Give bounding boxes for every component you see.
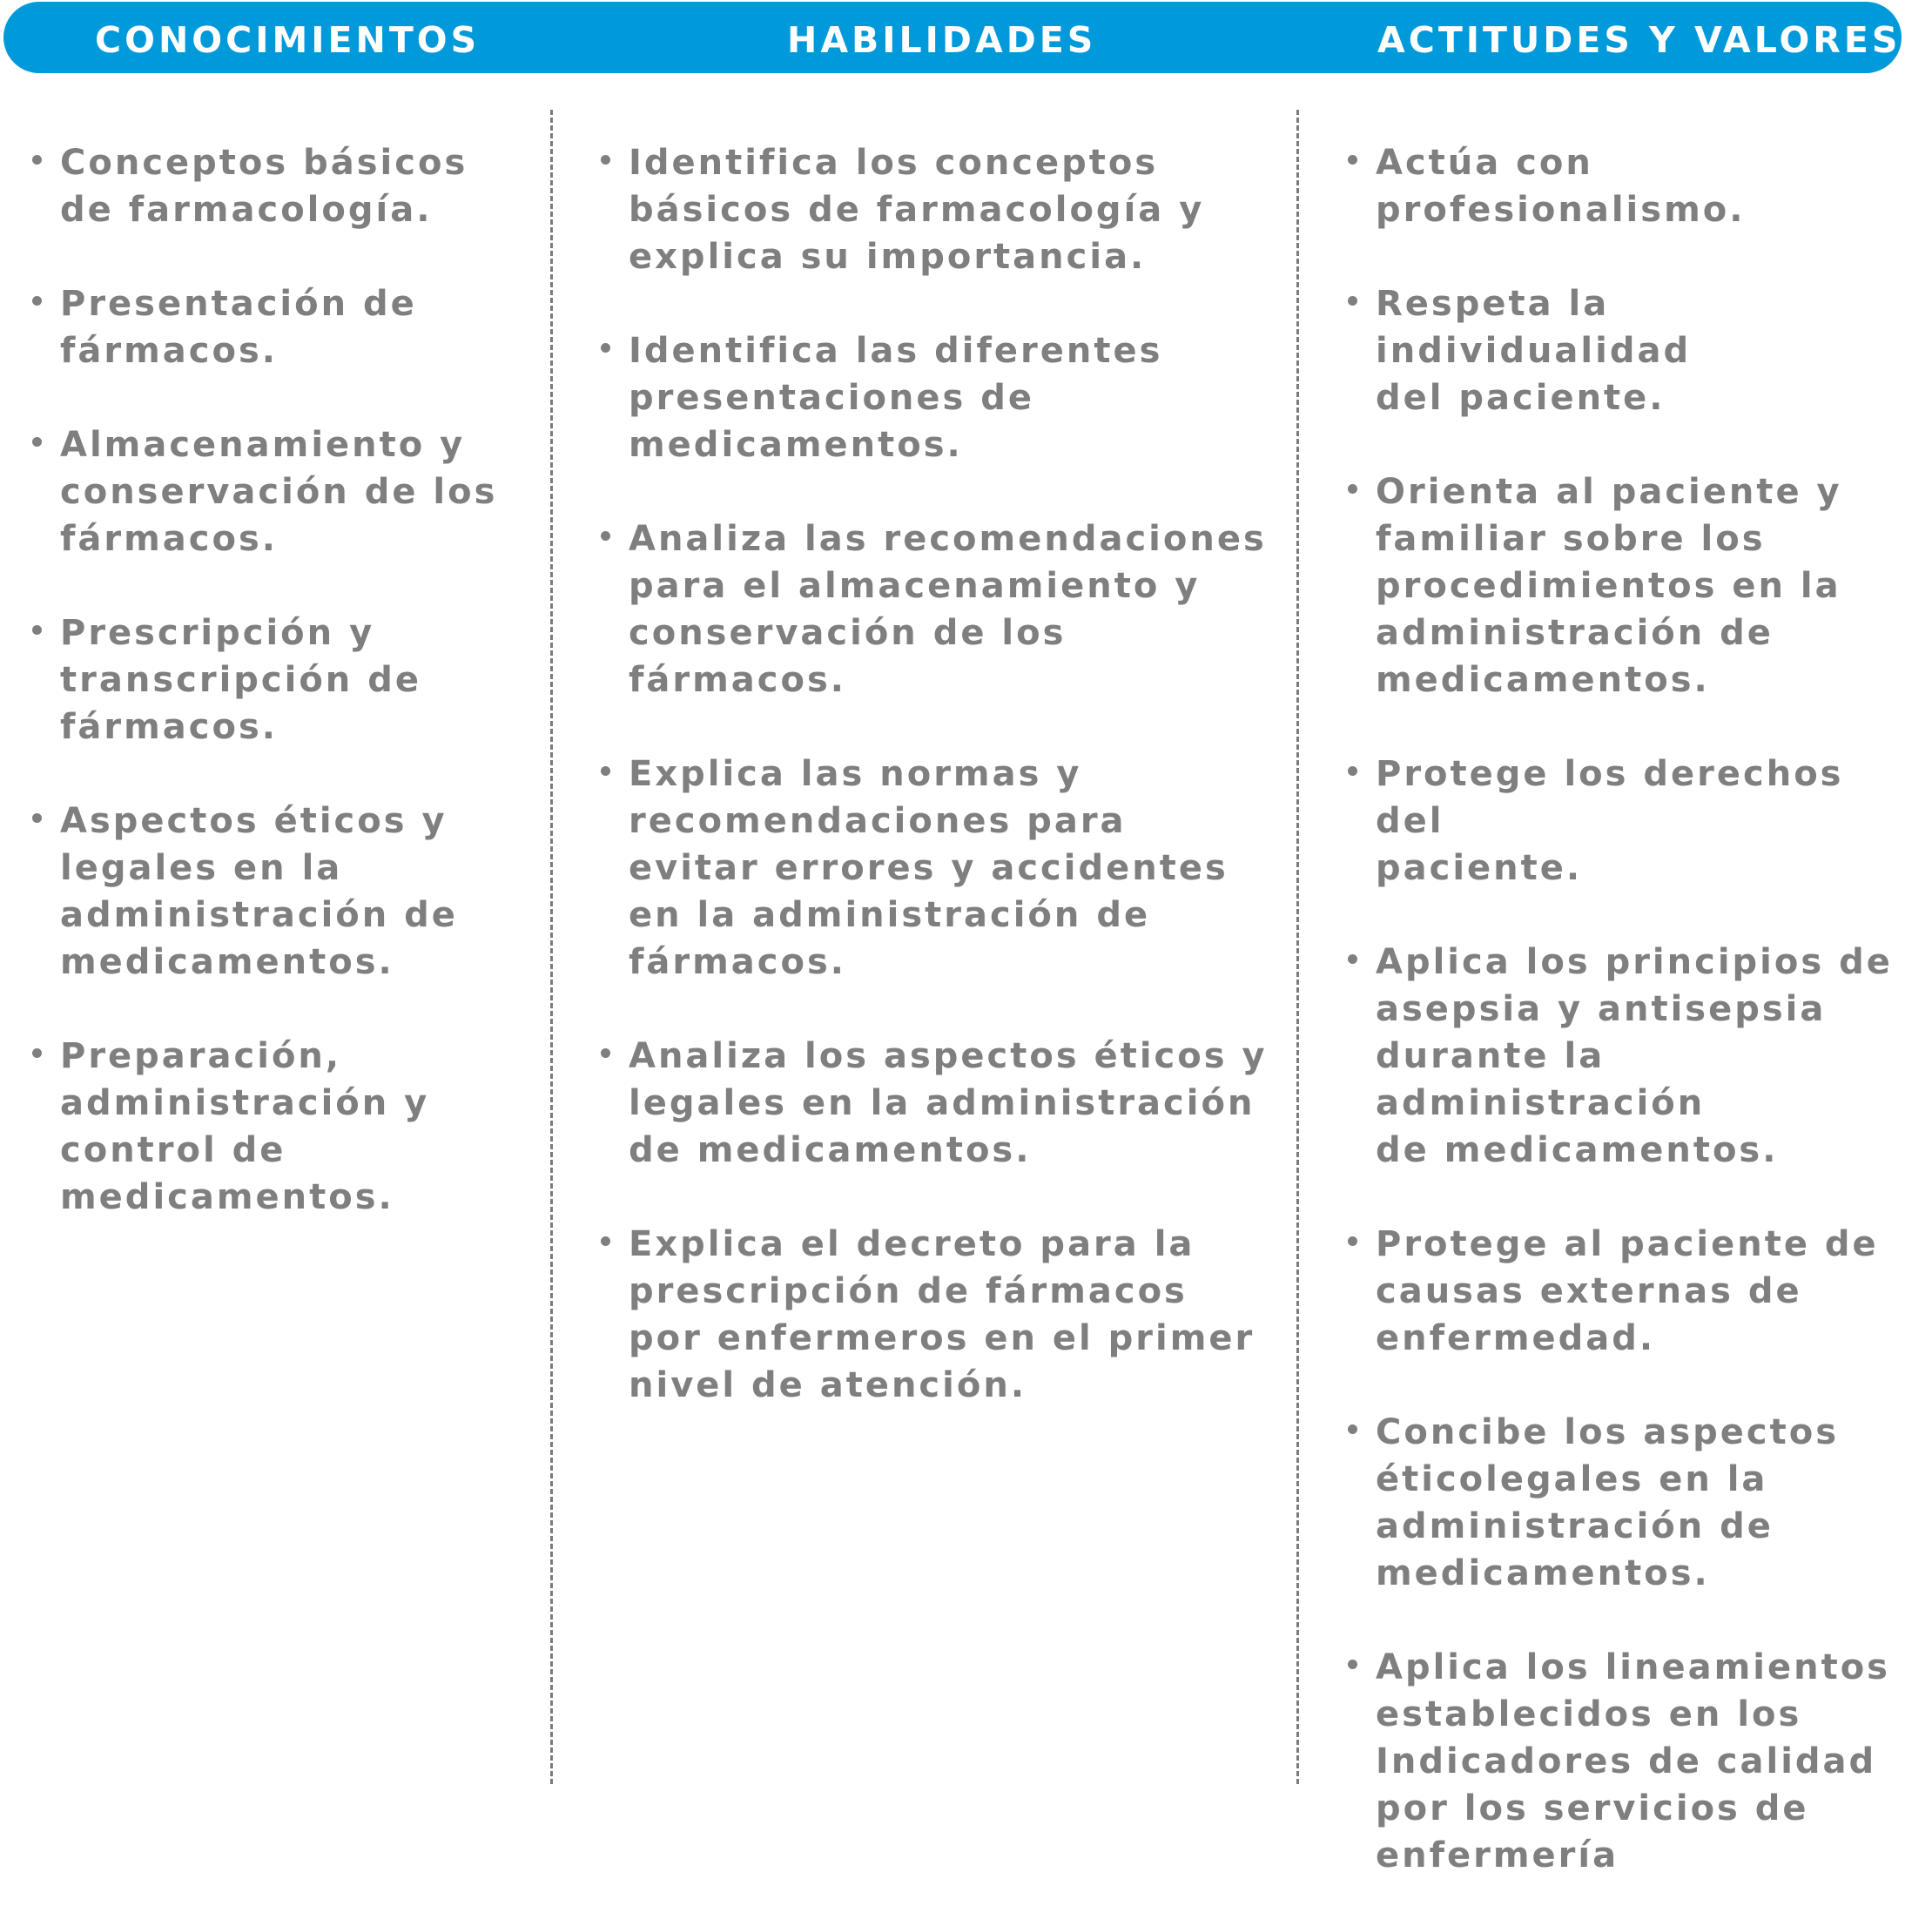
list-item-text: Concibe los aspectos éticolegales en la administración de medicamentos. (1376, 1412, 1840, 1593)
list-item (1345, 751, 1920, 892)
list-item (30, 139, 535, 233)
list-item (1345, 280, 1920, 421)
bullet-icon (601, 1048, 610, 1058)
list-item-text: Identifica los conceptos básicos de farmacología y explica su importancia. (629, 143, 1205, 277)
list-item (30, 609, 535, 751)
list-item-text: Protege los derechos del paciente. (1376, 754, 1844, 888)
bullet-icon (1348, 1424, 1357, 1434)
header-actitudes-valores: ACTITUDES Y VALORES (1377, 19, 1902, 61)
list-item-text: Orienta al paciente y familiar sobre los procedimientos en la administración de medicamentos. (1376, 472, 1842, 700)
header-conocimientos: CONOCIMIENTOS (95, 19, 481, 61)
list-item (1345, 1221, 1920, 1362)
list-item (598, 515, 1277, 704)
list-item-text: Protege al paciente de causas externas de enfermedad. (1376, 1224, 1879, 1358)
bullet-icon (32, 155, 42, 165)
list-item (598, 327, 1277, 468)
list-item-text: Preparación, administración y control de medicamentos. (60, 1036, 430, 1217)
list-item-text: Explica el decreto para la prescripción de fármacos por enfermeros en el primer nivel de atención. (629, 1224, 1255, 1405)
header-habilidades: HABILIDADES (787, 19, 1097, 61)
list-item (598, 1221, 1277, 1409)
bullet-icon (1348, 1236, 1357, 1246)
list-item (1345, 939, 1920, 1174)
bullet-icon (1348, 296, 1357, 306)
bullet-icon (601, 155, 610, 165)
list-item-text: Aplica los lineamientos establecidos en los Indicadores de calidad por los servicios de enfermería (1376, 1647, 1890, 1875)
list-item-text: Actúa con profesionalismo. (1376, 143, 1746, 230)
bullet-icon (601, 343, 610, 353)
list-item-text: Explica las normas y recomendaciones para evitar errores y accidentes en la administración de fármacos. (629, 754, 1229, 982)
list-item (1345, 1409, 1920, 1597)
list-item-text: Respeta la individualidad del paciente. (1376, 284, 1692, 418)
list-item-text: Aspectos éticos y legales en la administración de medicamentos. (60, 801, 458, 982)
list-item-text: Aplica los principios de asepsia y antisepsia durante la administración de medicamentos. (1376, 942, 1893, 1170)
bullet-icon (32, 437, 42, 447)
list-item (30, 280, 535, 374)
bullet-icon (601, 531, 610, 541)
list-item (30, 421, 535, 562)
list-item-text: Identifica las diferentes presentaciones de medicamentos. (629, 331, 1163, 465)
header-bar (3, 2, 1902, 73)
bullet-icon (32, 625, 42, 635)
list-item-text: Analiza los aspectos éticos y legales en la administración de medicamentos. (629, 1036, 1268, 1170)
bullet-icon (1348, 766, 1357, 776)
column-divider-2 (1296, 110, 1299, 1784)
list-item (598, 139, 1277, 280)
list-item-text: Presentación de fármacos. (60, 284, 417, 371)
bullet-icon (601, 766, 610, 776)
column-divider-1 (550, 110, 553, 1784)
bullet-icon (32, 296, 42, 306)
bullet-icon (1348, 484, 1357, 494)
list-item (1345, 1644, 1920, 1879)
list-item (30, 798, 535, 986)
bullet-icon (1348, 954, 1357, 964)
list-item (1345, 468, 1920, 704)
list-item (598, 1033, 1277, 1174)
conocimientos-list (30, 139, 535, 1268)
bullet-icon (32, 1048, 42, 1058)
list-item (30, 1033, 535, 1221)
actitudes-list (1345, 139, 1920, 1926)
list-item-text: Analiza las recomendaciones para el almacenamiento y conservación de los fármacos. (629, 519, 1267, 700)
habilidades-list (598, 139, 1277, 1456)
bullet-icon (601, 1236, 610, 1246)
list-item-text: Prescripción y transcripción de fármacos. (60, 613, 421, 747)
list-item-text: Conceptos básicos de farmacología. (60, 143, 468, 230)
bullet-icon (1348, 1660, 1357, 1669)
list-item (598, 751, 1277, 986)
bullet-icon (32, 813, 42, 823)
bullet-icon (1348, 155, 1357, 165)
list-item (1345, 139, 1920, 233)
list-item-text: Almacenamiento y conservación de los fármacos. (60, 425, 498, 559)
